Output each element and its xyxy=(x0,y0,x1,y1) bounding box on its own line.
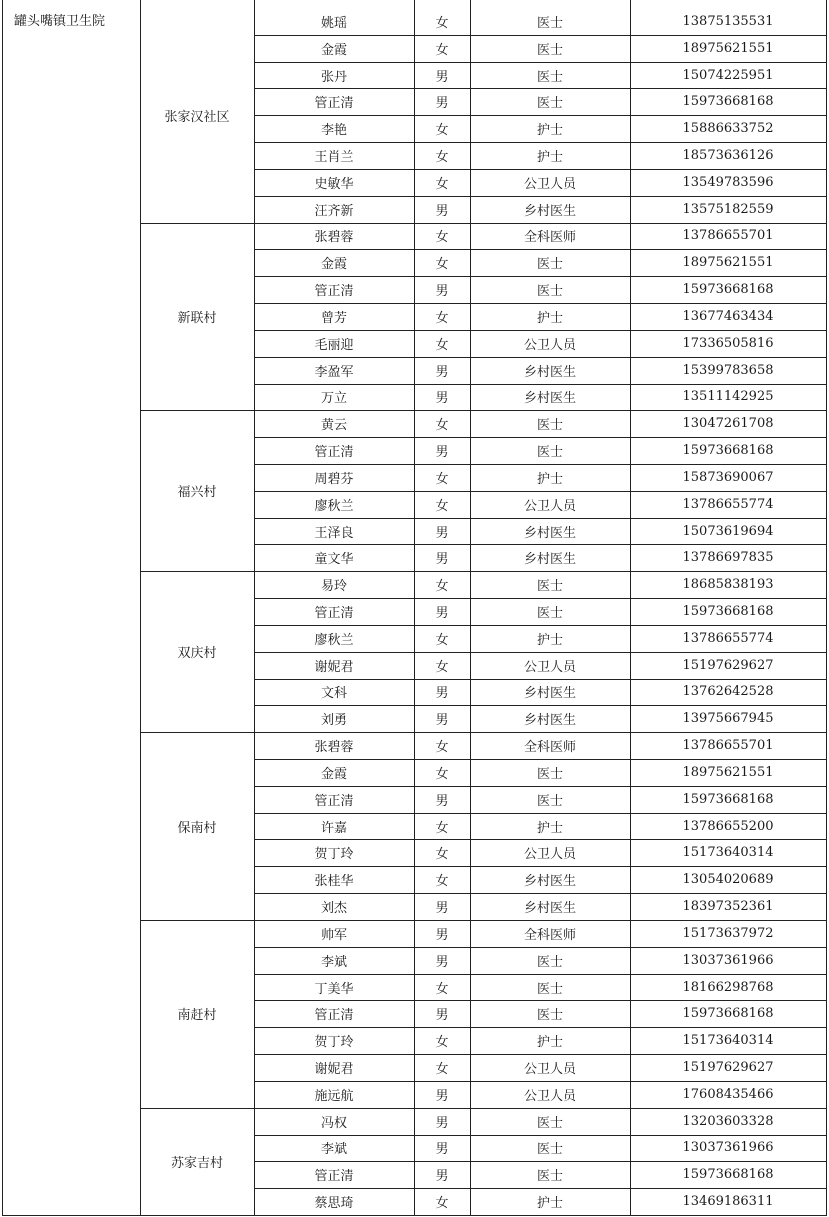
staff-role: 护士 xyxy=(536,1035,563,1051)
staff-name: 刘勇 xyxy=(320,713,347,729)
staff-name: 张碧蓉 xyxy=(314,230,354,246)
staff-phone: 13575182559 xyxy=(682,201,774,217)
staff-role: 护士 xyxy=(536,632,563,648)
staff-name: 冯权 xyxy=(320,1115,347,1131)
staff-name: 童文华 xyxy=(314,552,354,568)
staff-gender: 男 xyxy=(435,445,449,461)
staff-gender: 女 xyxy=(435,257,449,273)
staff-gender: 男 xyxy=(435,284,449,300)
staff-gender: 男 xyxy=(435,1008,449,1024)
staff-phone: 13549783596 xyxy=(682,174,774,190)
staff-phone: 15973668168 xyxy=(682,1167,774,1183)
staff-name: 管正清 xyxy=(314,1008,354,1024)
table-bottom-border xyxy=(2,1215,827,1216)
staff-phone: 18975621551 xyxy=(682,40,774,56)
staff-role: 护士 xyxy=(536,150,563,166)
staff-gender: 女 xyxy=(435,579,449,595)
staff-phone: 17608435466 xyxy=(682,1086,774,1102)
staff-name: 廖秋兰 xyxy=(314,632,354,648)
staff-name: 许嘉 xyxy=(320,820,347,836)
staff-gender: 男 xyxy=(435,203,449,219)
staff-role: 医士 xyxy=(536,445,563,461)
staff-gender: 男 xyxy=(435,1169,449,1185)
staff-gender: 男 xyxy=(435,901,449,917)
staff-role: 医士 xyxy=(536,954,563,970)
staff-phone: 18166298768 xyxy=(682,979,774,995)
staff-role: 护士 xyxy=(536,310,563,326)
staff-gender: 女 xyxy=(435,766,449,782)
staff-phone: 18397352361 xyxy=(682,899,774,915)
staff-role: 乡村医生 xyxy=(523,364,576,380)
staff-phone: 13786655774 xyxy=(682,630,774,646)
staff-role: 全科医师 xyxy=(523,927,576,943)
staff-gender: 女 xyxy=(435,150,449,166)
staff-name: 管正清 xyxy=(314,284,354,300)
staff-role: 护士 xyxy=(536,123,563,139)
staff-name: 管正清 xyxy=(314,605,354,621)
staff-name: 管正清 xyxy=(314,1169,354,1185)
staff-role: 医士 xyxy=(536,605,563,621)
staff-role: 全科医师 xyxy=(523,230,576,246)
staff-gender: 女 xyxy=(435,1061,449,1077)
staff-gender: 女 xyxy=(435,471,449,487)
staff-gender: 男 xyxy=(435,1142,449,1158)
staff-gender: 女 xyxy=(435,1196,449,1212)
staff-gender: 女 xyxy=(435,981,449,997)
staff-gender: 女 xyxy=(435,123,449,139)
staff-gender: 男 xyxy=(435,364,449,380)
staff-role: 乡村医生 xyxy=(523,713,576,729)
staff-phone: 15073619694 xyxy=(682,523,774,539)
staff-gender: 男 xyxy=(435,552,449,568)
staff-gender: 女 xyxy=(435,740,449,756)
staff-phone: 15399783658 xyxy=(682,362,774,378)
staff-phone: 15074225951 xyxy=(682,67,774,83)
staff-name: 管正清 xyxy=(314,793,354,809)
staff-role: 医士 xyxy=(536,69,563,85)
staff-phone: 15973668168 xyxy=(682,603,774,619)
staff-phone: 13054020689 xyxy=(682,872,774,888)
staff-phone: 15173640314 xyxy=(682,845,774,861)
staff-gender: 男 xyxy=(435,525,449,541)
staff-name: 王肖兰 xyxy=(314,150,354,166)
staff-gender: 女 xyxy=(435,632,449,648)
staff-role: 医士 xyxy=(536,793,563,809)
staff-name: 史敏华 xyxy=(314,176,354,192)
staff-role: 乡村医生 xyxy=(523,525,576,541)
staff-role: 医士 xyxy=(536,15,563,31)
staff-phone: 18975621551 xyxy=(682,764,774,780)
staff-phone: 15973668168 xyxy=(682,791,774,807)
staff-gender: 女 xyxy=(435,418,449,434)
staff-phone: 15973668168 xyxy=(682,443,774,459)
staff-role: 护士 xyxy=(536,820,563,836)
staff-role: 公卫人员 xyxy=(523,1061,576,1077)
hospital-name: 罐头嘴镇卫生院 xyxy=(14,14,106,29)
staff-phone: 15973668168 xyxy=(682,94,774,110)
staff-name: 管正清 xyxy=(314,445,354,461)
staff-phone: 17336505816 xyxy=(682,335,774,351)
staff-role: 医士 xyxy=(536,96,563,112)
staff-gender: 女 xyxy=(435,15,449,31)
staff-name: 李斌 xyxy=(320,954,347,970)
staff-gender: 女 xyxy=(435,659,449,675)
staff-phone: 13786655701 xyxy=(682,228,774,244)
staff-role: 医士 xyxy=(536,1115,563,1131)
staff-phone: 15197629627 xyxy=(682,1059,774,1075)
staff-gender: 女 xyxy=(435,337,449,353)
staff-role: 乡村医生 xyxy=(523,874,576,890)
staff-gender: 男 xyxy=(435,69,449,85)
staff-role: 公卫人员 xyxy=(523,498,576,514)
staff-name: 李艳 xyxy=(320,123,347,139)
staff-gender: 女 xyxy=(435,847,449,863)
staff-phone: 13469186311 xyxy=(682,1194,774,1210)
staff-phone: 15973668168 xyxy=(682,1006,774,1022)
staff-name: 易玲 xyxy=(320,579,347,595)
staff-role: 护士 xyxy=(536,1196,563,1212)
staff-name: 谢妮君 xyxy=(314,1061,354,1077)
staff-name: 王泽良 xyxy=(314,525,354,541)
staff-name: 金霞 xyxy=(320,257,347,273)
staff-gender: 男 xyxy=(435,713,449,729)
staff-phone: 13875135531 xyxy=(682,13,774,29)
community-name: 新联村 xyxy=(177,310,217,326)
staff-gender: 男 xyxy=(435,793,449,809)
staff-role: 公卫人员 xyxy=(523,337,576,353)
staff-gender: 女 xyxy=(435,310,449,326)
staff-phone: 13203603328 xyxy=(682,1113,774,1129)
staff-gender: 女 xyxy=(435,874,449,890)
staff-role: 医士 xyxy=(536,981,563,997)
staff-name: 万立 xyxy=(320,391,347,407)
staff-gender: 女 xyxy=(435,230,449,246)
staff-name: 管正清 xyxy=(314,96,354,112)
staff-name: 贺丁玲 xyxy=(314,1035,354,1051)
staff-phone: 15173640314 xyxy=(682,1033,774,1049)
staff-role: 全科医师 xyxy=(523,740,576,756)
staff-name: 施远航 xyxy=(314,1088,354,1104)
staff-phone: 13037361966 xyxy=(682,1140,774,1156)
community-name: 张家汉社区 xyxy=(164,109,230,125)
staff-gender: 男 xyxy=(435,1115,449,1131)
staff-name: 廖秋兰 xyxy=(314,498,354,514)
staff-name: 贺丁玲 xyxy=(314,847,354,863)
community-name: 苏家吉村 xyxy=(170,1155,223,1171)
staff-name: 丁美华 xyxy=(314,981,354,997)
staff-phone: 15886633752 xyxy=(682,121,774,137)
staff-phone: 13786655774 xyxy=(682,496,774,512)
staff-phone: 13786655200 xyxy=(682,818,774,834)
staff-name: 李斌 xyxy=(320,1142,347,1158)
staff-gender: 男 xyxy=(435,96,449,112)
staff-name: 刘杰 xyxy=(320,901,347,917)
column-divider xyxy=(2,0,3,1215)
staff-name: 黄云 xyxy=(320,418,347,434)
staff-phone: 13677463434 xyxy=(682,308,774,324)
staff-gender: 女 xyxy=(435,1035,449,1051)
staff-gender: 女 xyxy=(435,820,449,836)
staff-role: 公卫人员 xyxy=(523,176,576,192)
staff-phone: 13762642528 xyxy=(682,684,774,700)
community-name: 福兴村 xyxy=(177,485,217,501)
staff-phone: 15873690067 xyxy=(682,469,774,485)
staff-role: 乡村医生 xyxy=(523,552,576,568)
staff-gender: 男 xyxy=(435,927,449,943)
staff-gender: 男 xyxy=(435,1088,449,1104)
staff-gender: 女 xyxy=(435,176,449,192)
staff-name: 李盈军 xyxy=(314,364,354,380)
staff-role: 乡村医生 xyxy=(523,686,576,702)
staff-phone: 18573636126 xyxy=(682,148,774,164)
staff-name: 帅军 xyxy=(320,927,347,943)
staff-name: 金霞 xyxy=(320,766,347,782)
staff-gender: 男 xyxy=(435,605,449,621)
staff-name: 文科 xyxy=(320,686,347,702)
staff-name: 张丹 xyxy=(320,69,347,85)
staff-phone: 13047261708 xyxy=(682,416,774,432)
staff-name: 蔡思琦 xyxy=(314,1196,354,1212)
staff-name: 谢妮君 xyxy=(314,659,354,675)
staff-role: 医士 xyxy=(536,284,563,300)
staff-phone: 15973668168 xyxy=(682,282,774,298)
staff-role: 医士 xyxy=(536,42,563,58)
staff-name: 张碧蓉 xyxy=(314,740,354,756)
staff-role: 医士 xyxy=(536,579,563,595)
community-name: 保南村 xyxy=(177,820,217,836)
staff-role: 乡村医生 xyxy=(523,203,576,219)
staff-role: 公卫人员 xyxy=(523,1088,576,1104)
staff-role: 医士 xyxy=(536,1142,563,1158)
staff-gender: 男 xyxy=(435,954,449,970)
staff-role: 公卫人员 xyxy=(523,659,576,675)
staff-role: 医士 xyxy=(536,1169,563,1185)
staff-phone: 15197629627 xyxy=(682,657,774,673)
staff-phone: 13786697835 xyxy=(682,550,774,566)
staff-phone: 15173637972 xyxy=(682,925,774,941)
community-name: 南赶村 xyxy=(177,1008,217,1024)
column-divider xyxy=(826,0,827,1215)
staff-gender: 女 xyxy=(435,498,449,514)
staff-role: 乡村医生 xyxy=(523,901,576,917)
staff-role: 护士 xyxy=(536,471,563,487)
staff-role: 医士 xyxy=(536,1008,563,1024)
staff-role: 医士 xyxy=(536,257,563,273)
staff-phone: 13975667945 xyxy=(682,711,774,727)
staff-name: 金霞 xyxy=(320,42,347,58)
community-name: 双庆村 xyxy=(177,646,217,662)
staff-gender: 男 xyxy=(435,391,449,407)
staff-name: 曾芳 xyxy=(320,310,347,326)
staff-phone: 18685838193 xyxy=(682,577,774,593)
staff-name: 张桂华 xyxy=(314,874,354,890)
staff-gender: 女 xyxy=(435,42,449,58)
staff-role: 医士 xyxy=(536,766,563,782)
staff-role: 公卫人员 xyxy=(523,847,576,863)
staff-phone: 13037361966 xyxy=(682,952,774,968)
staff-phone: 18975621551 xyxy=(682,255,774,271)
staff-name: 周碧芬 xyxy=(314,471,354,487)
staff-gender: 男 xyxy=(435,686,449,702)
staff-name: 汪齐新 xyxy=(314,203,354,219)
staff-phone: 13786655701 xyxy=(682,738,774,754)
staff-name: 姚瑶 xyxy=(320,15,347,31)
staff-role: 医士 xyxy=(536,418,563,434)
staff-role: 乡村医生 xyxy=(523,391,576,407)
staff-name: 毛丽迎 xyxy=(314,337,354,353)
staff-phone: 13511142925 xyxy=(682,389,774,405)
